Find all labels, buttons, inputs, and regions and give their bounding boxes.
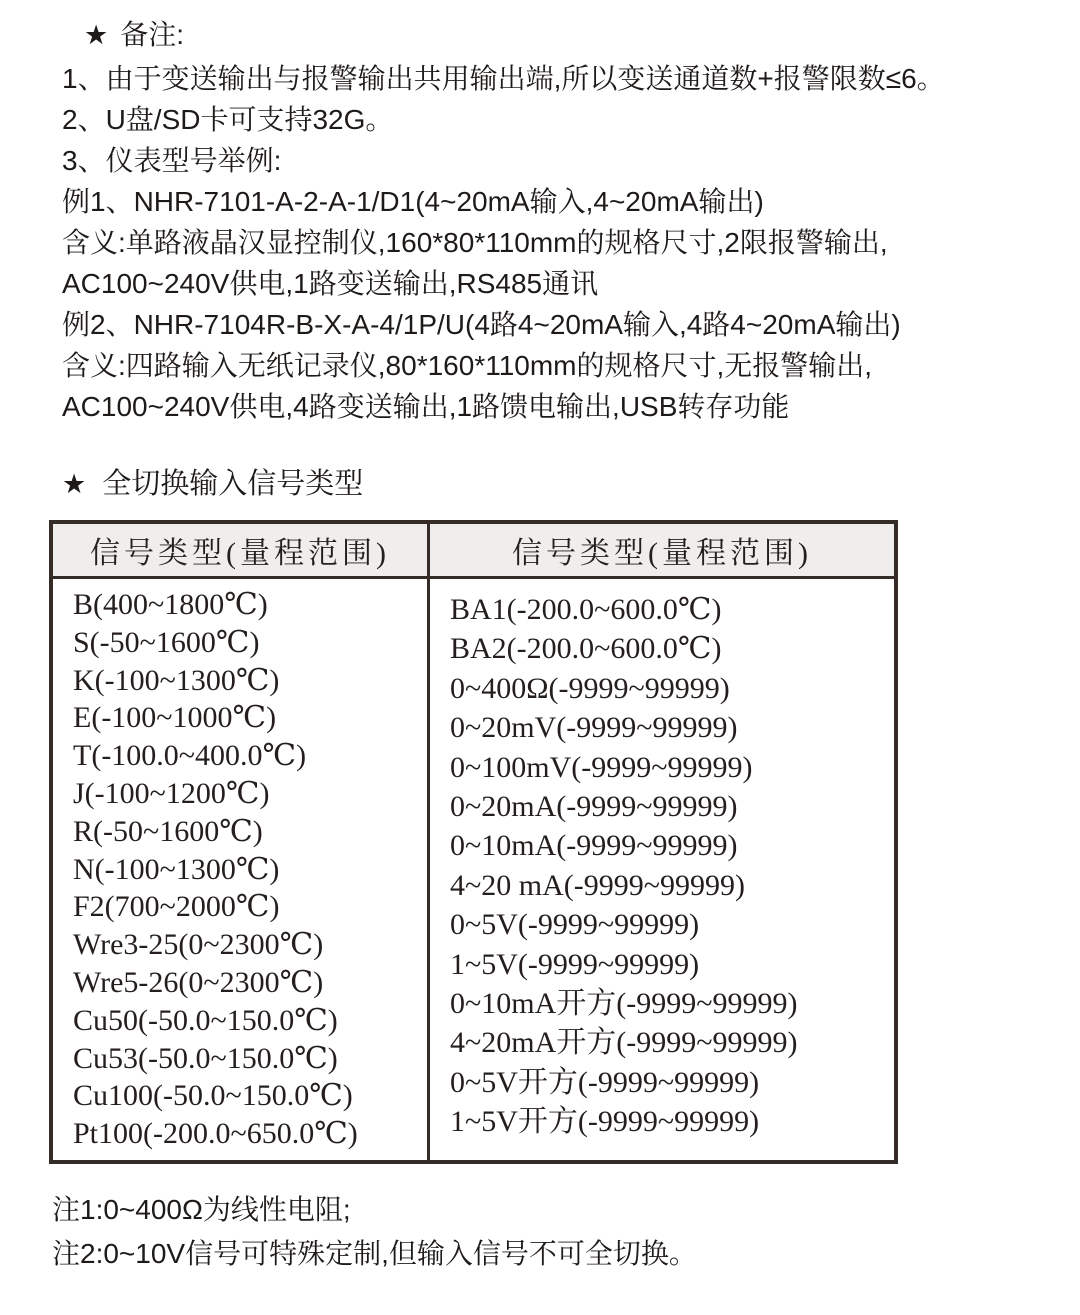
note-line: 2、U盘/SD卡可支持32G。 <box>62 104 394 135</box>
table-header-left: 信号类型(量程范围) <box>51 522 429 578</box>
note-line: 1、由于变送输出与报警输出共用输出端,所以变送通道数+报警限数≤6。 <box>62 63 945 94</box>
signal-entry: Wre3-25(0~2300℃) <box>73 928 324 962</box>
table-cell-right <box>429 578 897 1162</box>
note-line: 3、仪表型号举例: <box>62 145 282 176</box>
signal-entry: J(-100~1200℃) <box>73 776 270 810</box>
notes-section <box>0 0 1080 427</box>
signal-entry: B(400~1800℃) <box>73 588 268 621</box>
footnote-line: 注1:0~400Ω为线性电阻; <box>52 1193 351 1225</box>
notes-title <box>62 14 1050 56</box>
signal-section-title-text: 全切换输入信号类型 <box>102 468 364 500</box>
signal-entry: F2(700~2000℃) <box>73 890 280 924</box>
signal-entry: BA2(-200.0~600.0℃) <box>450 632 722 666</box>
signal-entry: 4~20mA开方(-9999~99999) <box>450 1026 798 1060</box>
signal-entry: K(-100~1300℃) <box>73 663 280 697</box>
signal-entry: 0~20mA(-9999~99999) <box>450 790 738 824</box>
star-icon: ★ <box>84 20 109 50</box>
note-line: 例2、NHR-7104R-B-X-A-4/1P/U(4路4~20mA输入,4路4~20mA输出) <box>62 309 901 340</box>
footnote-line: 注2:0~10V信号可特殊定制,但输入信号不可全切换。 <box>52 1237 697 1269</box>
note-line: 含义:单路液晶汉显控制仪,160*80*110mm的规格尺寸,2限报警输出, <box>62 227 888 258</box>
notes-lines <box>62 58 1050 427</box>
signal-type-table <box>49 520 898 1164</box>
signal-entry: 0~400Ω(-9999~99999) <box>450 671 730 705</box>
signal-entry: 1~5V(-9999~99999) <box>450 947 700 981</box>
signal-entry: 4~20 mA(-9999~99999) <box>450 868 745 902</box>
signal-entry: Cu100(-50.0~150.0℃) <box>73 1079 353 1113</box>
star-icon: ★ <box>62 469 87 499</box>
note-line: AC100~240V供电,4路变送输出,1路馈电输出,USB转存功能 <box>62 391 790 422</box>
signal-entry: Cu50(-50.0~150.0℃) <box>73 1003 338 1037</box>
signal-entry: S(-50~1600℃) <box>73 625 260 659</box>
signal-entry: 1~5V开方(-9999~99999) <box>450 1105 760 1139</box>
signal-entry: 0~20mV(-9999~99999) <box>450 711 738 745</box>
signal-entry: N(-100~1300℃) <box>73 852 280 886</box>
table-header-right: 信号类型(量程范围) <box>429 522 897 578</box>
signal-entry: 0~5V开方(-9999~99999) <box>450 1065 760 1099</box>
table-body-row <box>51 578 896 1162</box>
signal-entry: Wre5-26(0~2300℃) <box>73 965 324 999</box>
signal-entry: Pt100(-200.0~650.0℃) <box>73 1117 358 1151</box>
signal-entry: 0~100mV(-9999~99999) <box>450 750 753 784</box>
note-line: 例1、NHR-7101-A-2-A-1/D1(4~20mA输入,4~20mA输出) <box>62 186 764 217</box>
footnotes <box>52 1188 1080 1276</box>
table-header-row <box>51 522 896 578</box>
signal-entry: T(-100.0~400.0℃) <box>73 739 307 773</box>
notes-title-text: 备注: <box>120 19 184 50</box>
signal-entry: R(-50~1600℃) <box>73 814 263 848</box>
signal-section-title <box>62 461 1080 502</box>
signal-entry: 0~5V(-9999~99999) <box>450 908 700 942</box>
signal-entry: 0~10mA开方(-9999~99999) <box>450 987 798 1021</box>
signal-entry: E(-100~1000℃) <box>73 701 277 735</box>
signal-entry: Cu53(-50.0~150.0℃) <box>73 1041 338 1075</box>
note-line: 含义:四路输入无纸记录仪,80*160*110mm的规格尺寸,无报警输出, <box>62 350 873 381</box>
table-cell-left <box>51 578 429 1162</box>
note-line: AC100~240V供电,1路变送输出,RS485通讯 <box>62 268 599 299</box>
signal-entry: BA1(-200.0~600.0℃) <box>450 593 722 626</box>
signal-entry: 0~10mA(-9999~99999) <box>450 829 738 863</box>
